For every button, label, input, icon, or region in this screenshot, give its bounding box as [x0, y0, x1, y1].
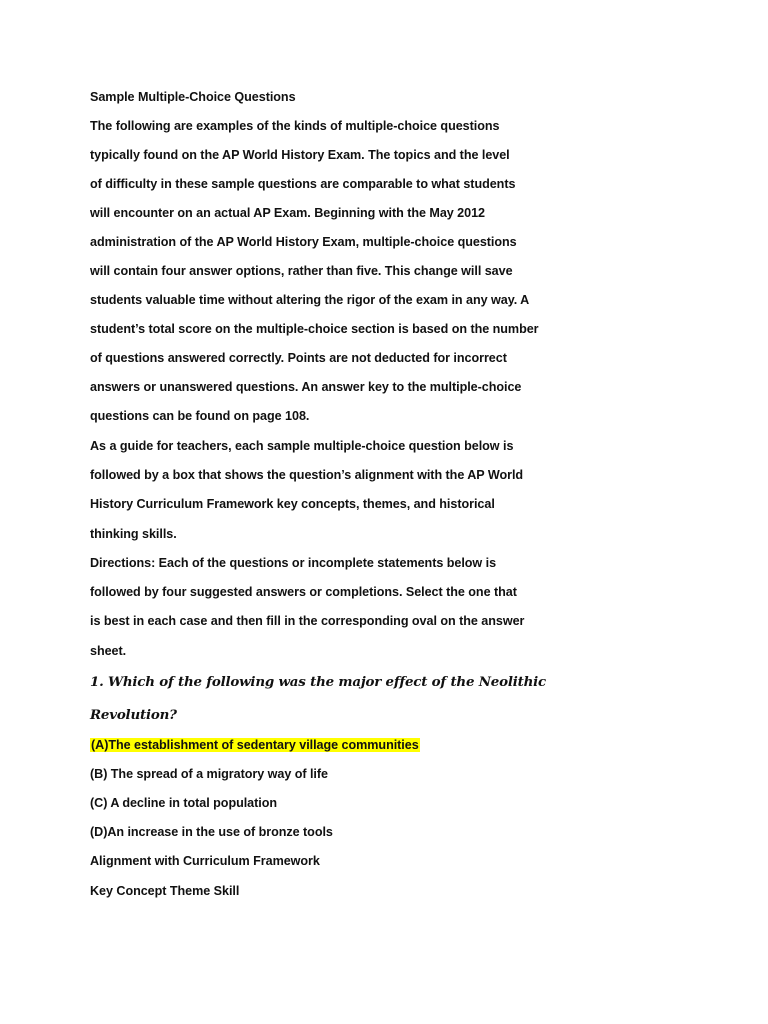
intro-line: questions can be found on page 108.	[90, 409, 310, 423]
intro-line: students valuable time without altering the rigor of the exam in any way. A	[90, 293, 530, 307]
intro-line: will contain four answer options, rather than five. This change will save	[90, 264, 513, 278]
guide-line: followed by a box that shows the question’s alignment with the AP World	[90, 468, 524, 482]
question-text: 1. Which of the following was the major effect of the Neolithic	[90, 674, 546, 690]
directions-line: Directions: Each of the questions or incomplete statements below is	[90, 556, 497, 570]
intro-line: answers or unanswered questions. An answer key to the multiple-choice	[90, 380, 522, 394]
alignment-columns: Key Concept Theme Skill	[90, 884, 240, 898]
highlighted-answer: (A)The establishment of sedentary village communities	[91, 738, 419, 752]
question-text: Revolution?	[90, 707, 177, 723]
intro-line: will encounter on an actual AP Exam. Beginning with the May 2012	[90, 206, 485, 220]
document-heading: Sample Multiple-Choice Questions	[90, 90, 296, 104]
guide-line: As a guide for teachers, each sample multiple-choice question below is	[90, 439, 514, 453]
directions-line: is best in each case and then fill in the corresponding oval on the answer	[90, 614, 525, 628]
answer-option-d: (D)An increase in the use of bronze tools	[90, 825, 333, 839]
guide-line: History Curriculum Framework key concepts, themes, and historical	[90, 497, 495, 511]
answer-option-a	[90, 737, 420, 753]
intro-line: of difficulty in these sample questions are comparable to what students	[90, 177, 516, 191]
intro-line: student’s total score on the multiple-choice section is based on the number	[90, 322, 539, 336]
directions-line: followed by four suggested answers or completions. Select the one that	[90, 585, 517, 599]
answer-option-b: (B) The spread of a migratory way of life	[90, 767, 328, 781]
intro-line: typically found on the AP World History Exam. The topics and the level	[90, 148, 510, 162]
alignment-heading: Alignment with Curriculum Framework	[90, 854, 320, 868]
guide-line: thinking skills.	[90, 527, 177, 541]
intro-line: of questions answered correctly. Points are not deducted for incorrect	[90, 351, 507, 365]
intro-line: The following are examples of the kinds of multiple-choice questions	[90, 119, 500, 133]
intro-line: administration of the AP World History Exam, multiple-choice questions	[90, 235, 517, 249]
directions-line: sheet.	[90, 644, 127, 658]
answer-option-c: (C) A decline in total population	[90, 796, 278, 810]
